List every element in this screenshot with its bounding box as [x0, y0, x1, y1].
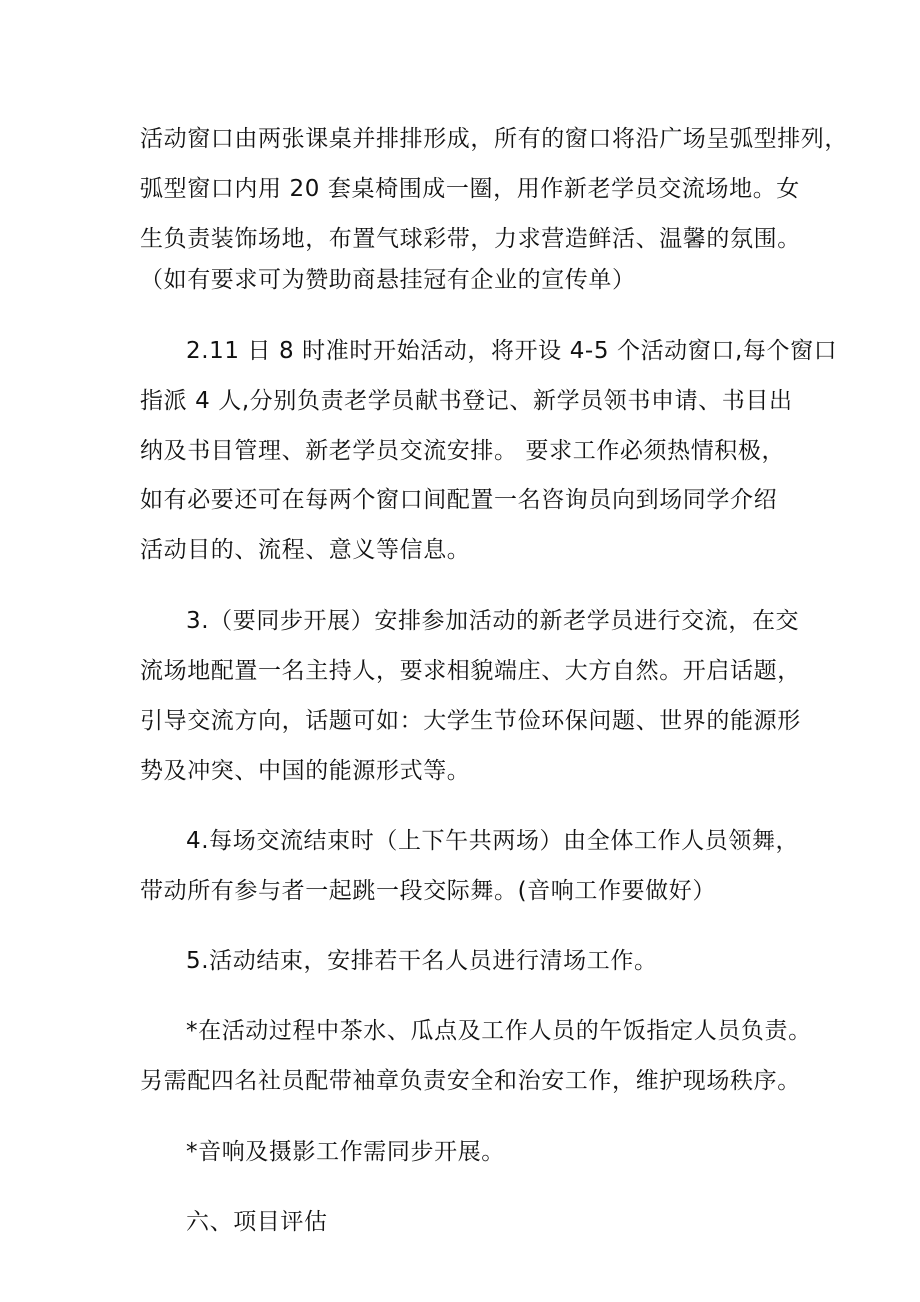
paragraph-line: *音响及摄影工作需同步开展。	[186, 1139, 505, 1165]
paragraph-line: 5.活动结束，安排若干名人员进行清场工作。	[186, 948, 658, 974]
paragraph-line: 另需配四名社员配带袖章负责安全和治安工作，维护现场秩序。	[140, 1068, 801, 1094]
paragraph-line: 指派 4 人,分别负责老学员献书登记、新学员领书申请、书目出	[140, 388, 793, 414]
paragraph-line: 流场地配置一名主持人，要求相貌端庄、大方自然。开启话题，	[140, 658, 801, 684]
section-heading: 六、项目评估	[186, 1209, 328, 1235]
paragraph-line: （如有要求可为赞助商悬挂冠有企业的宣传单）	[140, 267, 636, 293]
paragraph-line: 如有必要还可在每两个窗口间配置一名咨询员向到场同学介绍	[140, 487, 778, 513]
paragraph-line: 生负责装饰场地，布置气球彩带，力求营造鲜活、温馨的氛围。	[140, 226, 801, 252]
paragraph-line: 引导交流方向，话题可如：大学生节俭环保问题、世界的能源形	[140, 708, 801, 734]
paragraph-line: 势及冲突、中国的能源形式等。	[140, 758, 471, 784]
paragraph-line: 弧型窗口内用 20 套桌椅围成一圈，用作新老学员交流场地。女	[140, 176, 800, 202]
paragraph-line: 2.11 日 8 时准时开始活动，将开设 4-5 个活动窗口,每个窗口	[186, 338, 838, 364]
paragraph-line: 3.（要同步开展）安排参加活动的新老学员进行交流，在交	[186, 608, 800, 634]
paragraph-line: *在活动过程中茶水、瓜点及工作人员的午饭指定人员负责。	[186, 1018, 812, 1044]
paragraph-line: 带动所有参与者一起跳一段交际舞。(音响工作要做好）	[140, 878, 716, 904]
paragraph-line: 纳及书目管理、新老学员交流安排。 要求工作必须热情积极，	[140, 438, 786, 464]
paragraph-line: 活动窗口由两张课桌并排排形成，所有的窗口将沿广场呈弧型排列，	[140, 126, 848, 152]
paragraph-line: 活动目的、流程、意义等信息。	[140, 537, 471, 563]
paragraph-line: 4.每场交流结束时（上下午共两场）由全体工作人员领舞，	[186, 828, 800, 854]
